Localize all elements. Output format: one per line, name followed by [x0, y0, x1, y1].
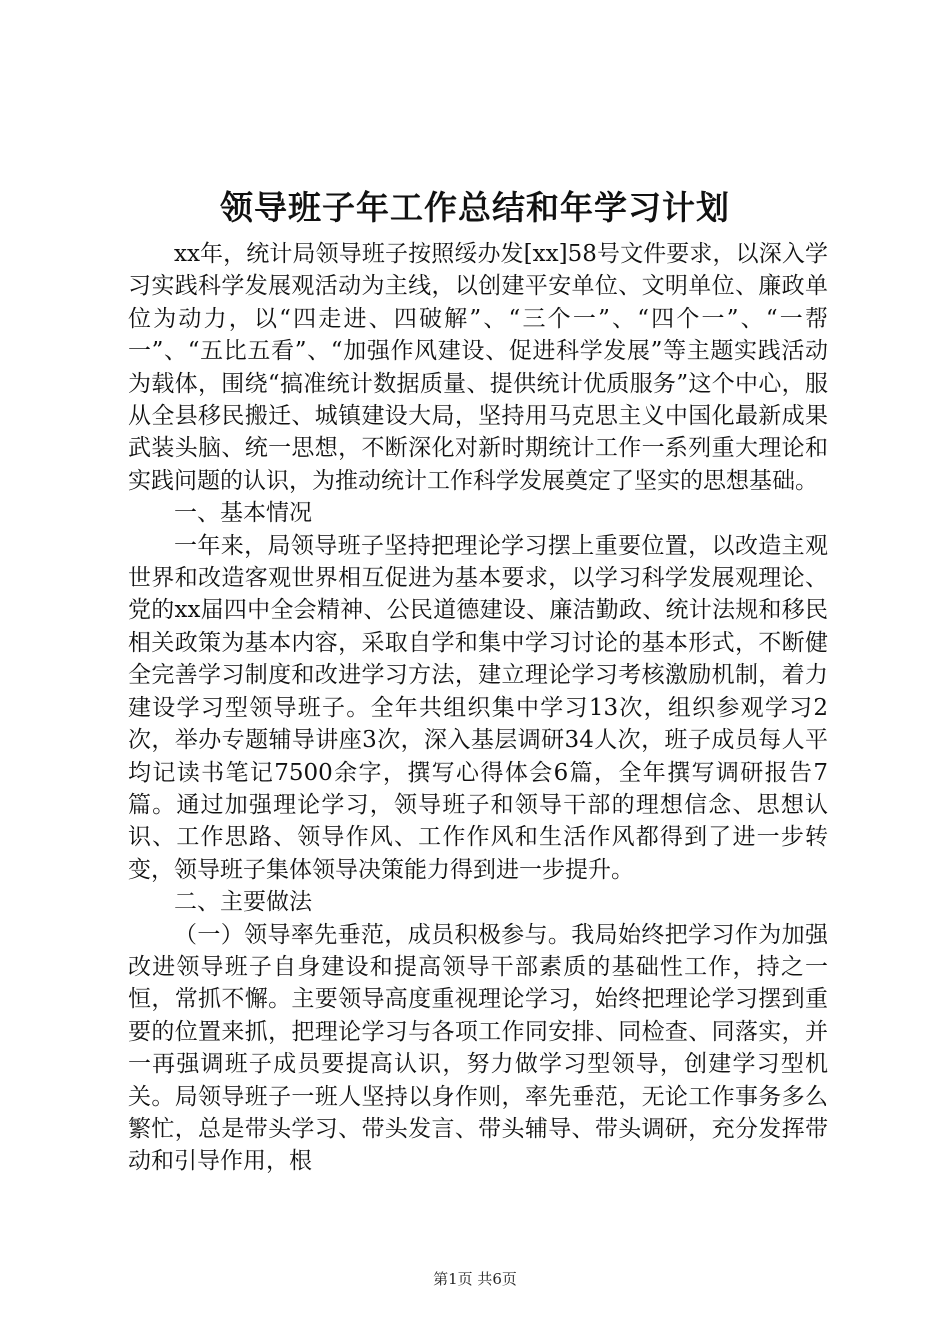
page-number-footer: 第1页 共6页	[433, 1270, 517, 1288]
basic-situation-paragraph: 一年来，局领导班子坚持把理论学习摆上重要位置，以改造主观世界和改造客观世界相互促进为基本要求，以学习科学发展观理论、党的xx届四中全会精神、公民道德建设、廉洁勤政、统计法规和移民相关政策为基本内容，采取自学和集中学习讨论的基本形式，不断健全完善学习制度和改进学习方法，建立理论学习考核激励机制，着力建设学习型领导班子。全年共组织集中学习13次，组织参观学习2次，举办专题辅导讲座3次，深入基层调研34人次，班子成员每人平均记读书笔记7500余字，撰写心得体会6篇，全年撰写调研报告7篇。通过加强理论学习，领导班子和领导干部的理想信念、思想认识、工作思路、领导作风、工作作风和生活作风都得到了进一步转变，领导班子集体领导决策能力得到进一步提升。	[128, 532, 828, 883]
section-heading-basic-situation: 一、基本情况	[174, 500, 312, 527]
intro-paragraph: xx年，统计局领导班子按照绥办发[xx]58号文件要求，以深入学习实践科学发展观活动为主线，以创建平安单位、文明单位、廉政单位为动力，以“四走进、四破解”、“三个一”、“四个一”、“一帮一”、“五比五看”、“加强作风建设、促进科学发展”等主题实践活动为载体，围绕“搞准统计数据质量、提供统计优质服务”这个中心，服从全县移民搬迁、城镇建设大局，坚持用马克思主义中国化最新成果武装头脑、统一思想，不断深化对新时期统计工作一系列重大理论和实践问题的认识，为推动统计工作科学发展奠定了坚实的思想基础。	[128, 241, 828, 494]
section-heading-main-practices: 二、主要做法	[174, 889, 312, 916]
main-practices-paragraph: （一）领导率先垂范，成员积极参与。我局始终把学习作为加强改进领导班子自身建设和提高领导干部素质的基础性工作，持之一恒，常抓不懈。主要领导高度重视理论学习，始终把理论学习摆到重要的位置来抓，把理论学习与各项工作同安排、同检查、同落实，并一再强调班子成员要提高认识，努力做学习型领导，创建学习型机关。局领导班子一班人坚持以身作则，率先垂范，无论工作事务多么繁忙，总是带头学习、带头发言、带头辅导、带头调研，充分发挥带动和引导作用，根	[128, 921, 828, 1175]
document-body	[128, 238, 828, 1178]
document-title: 领导班子年工作总结和年学习计划	[220, 188, 730, 227]
